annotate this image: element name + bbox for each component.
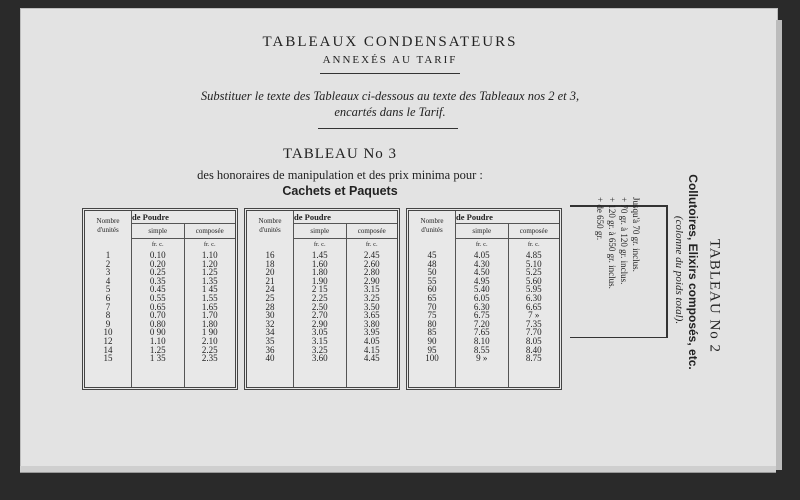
page-title: TABLEAUX CONDENSATEURS (262, 34, 518, 50)
table-cell: 0.25 (149, 267, 166, 278)
table-cell: 18 (265, 258, 275, 269)
table-cell: 3.05 (311, 327, 328, 338)
table-cell: 0.10 (149, 250, 166, 260)
table-cell: 1.25 (201, 267, 218, 278)
table-cell: 65 (427, 292, 437, 303)
simple-column (132, 251, 185, 387)
table-cell: 15 (103, 353, 113, 364)
table-cell: 5.10 (525, 258, 542, 269)
condition-1: Jusqu'à 70 gr. inclus. (631, 197, 641, 272)
table-cell: 35 (265, 335, 275, 346)
col-nombre-header: Nombre d'unités (247, 211, 294, 239)
page-subtitle: ANNEXÉS AU TARIF (322, 54, 458, 66)
table-cell: 5.95 (525, 284, 542, 295)
table-cell: 1.65 (201, 301, 218, 312)
table-cell: 21 (265, 275, 275, 286)
tableau2-note: (colonne du poids total). (673, 215, 685, 325)
table-cell: 10 (103, 327, 113, 338)
table-cell: 1 (105, 250, 111, 260)
table-cell: 8 (105, 310, 111, 321)
table-cell: 12 (103, 335, 113, 346)
table-cell: 4.15 (363, 344, 380, 355)
table-cell: 2.70 (311, 310, 328, 321)
table-cell: 3.25 (311, 344, 328, 355)
condition-2: + 70 gr. à 120 gr. inclus. (619, 197, 629, 285)
table-cell: 25 (265, 292, 275, 303)
col-composee-header: composée (346, 224, 397, 239)
table-cell: 3.15 (311, 335, 328, 346)
table-cell: 3.60 (311, 353, 328, 364)
table-cell: 7 » (528, 310, 540, 321)
table-cell: 1.60 (311, 258, 328, 269)
table-cell: 1 35 (149, 353, 166, 364)
table-cell: 16 (265, 250, 275, 260)
table-cell: 6.05 (473, 292, 490, 303)
unit-label: fr. c. (456, 239, 509, 252)
table-cell: 5 (105, 284, 111, 295)
table-cell: 1.55 (201, 292, 218, 303)
table-cell: 4.85 (525, 250, 542, 260)
composee-column (184, 251, 235, 387)
table-cell: 2.10 (201, 335, 218, 346)
table-cell: 8.75 (525, 353, 542, 364)
unit-label: fr. c. (203, 241, 216, 248)
table-cell: 1 90 (201, 327, 218, 338)
table-cell: 34 (265, 327, 275, 338)
tableau3-subtitle: Cachets et Paquets (282, 184, 398, 198)
table-cell: 4.45 (363, 353, 380, 364)
table-cell: 3.15 (363, 284, 380, 295)
divider-rule (320, 73, 460, 74)
table-cell: 1 45 (201, 284, 218, 295)
table-cell: 5.40 (473, 284, 490, 295)
table-cell: 45 (427, 250, 437, 260)
table-cell: 3.95 (363, 327, 380, 338)
table-cell: 80 (427, 318, 437, 329)
divider-rule (318, 128, 458, 129)
table-cell: 20 (265, 267, 275, 278)
col-composee-header: composée (184, 224, 235, 239)
table-cell: 8.05 (525, 335, 542, 346)
col-poudre-header: de Poudre (132, 211, 236, 224)
table-cell: 90 (427, 335, 437, 346)
page-side-edge (776, 20, 782, 470)
table-cell: 2 15 (311, 284, 328, 295)
table-cell: 6.75 (473, 310, 490, 321)
table-cell: 32 (265, 318, 275, 329)
tableau2-conditions (594, 197, 642, 347)
table-cell: 75 (427, 310, 437, 321)
instruction-line-2: encartés dans le Tarif. (334, 105, 446, 119)
unit-label: fr. c. (132, 239, 185, 252)
col-poudre-header: de Poudre (294, 211, 398, 224)
table-cell: 9 (105, 318, 111, 329)
col-nombre-header: Nombre d'unités (409, 211, 456, 239)
condition-3: + 120 gr. à 650 gr. inclus. (607, 197, 617, 289)
table-cell: 48 (427, 258, 437, 269)
table-cell: 4.05 (473, 250, 490, 260)
table-cell: 4.30 (473, 258, 490, 269)
table-cell: 2.80 (363, 267, 380, 278)
table-cell: 4.05 (363, 335, 380, 346)
instruction-text (160, 88, 620, 120)
table-cell: 2 (105, 258, 111, 269)
table-cell: 50 (427, 267, 437, 278)
col-simple-header: simple (456, 224, 509, 239)
tableau2-subtitle: Collutoires, Elixirs composés, etc. (686, 174, 700, 370)
nombre-column (409, 251, 456, 387)
table-cell: 30 (265, 310, 275, 321)
unit-label: fr. c. (527, 241, 540, 248)
nombre-column (85, 251, 132, 387)
table-cell: 3.80 (363, 318, 380, 329)
table-cell: 95 (427, 344, 437, 355)
table-cell: 3.65 (363, 310, 380, 321)
tableau3-description: des honoraires de manipulation et des prix minima pour : (197, 168, 483, 182)
table-cell: 1.20 (201, 258, 218, 269)
table-cell: 2.45 (363, 250, 380, 260)
table-cell: 3.25 (363, 292, 380, 303)
nombre-column (247, 251, 294, 387)
table-cell: 0.80 (149, 318, 166, 329)
price-table-1 (82, 208, 238, 390)
table-cell: 0.20 (149, 258, 166, 269)
table-cell: 2.90 (363, 275, 380, 286)
table-cell: 2.25 (311, 292, 328, 303)
table-cell: 6.65 (525, 301, 542, 312)
table-cell: 1.80 (311, 267, 328, 278)
table-cell: 4 (105, 275, 111, 286)
table-cell: 1.10 (201, 250, 218, 260)
table-cell: 0.45 (149, 284, 166, 295)
table-cell: 0.55 (149, 292, 166, 303)
table-cell: 1.35 (201, 275, 218, 286)
table-cell: 4.95 (473, 275, 490, 286)
table-cell: 7.70 (525, 327, 542, 338)
composee-column (508, 251, 559, 387)
table-cell: 0.35 (149, 275, 166, 286)
col-poudre-header: de Poudre (456, 211, 560, 224)
tableau3-title: TABLEAU No 3 (282, 146, 398, 162)
price-table-3 (406, 208, 562, 390)
table-cell: 1.70 (201, 310, 218, 321)
simple-column (456, 251, 509, 387)
price-table-2 (244, 208, 400, 390)
condition-4: + de 650 gr. (595, 197, 605, 241)
instruction-line-1: Substituer le texte des Tableaux ci-dessous au texte des Tableaux nos 2 et 3, (200, 89, 580, 103)
table-cell: 4.50 (473, 267, 490, 278)
table-cell: 7.20 (473, 318, 490, 329)
table-cell: 8.55 (473, 344, 490, 355)
unit-label: fr. c. (294, 239, 347, 252)
table-cell: 2.35 (201, 353, 218, 364)
table-cell: 7 (105, 301, 111, 312)
table-cell: 0.70 (149, 310, 166, 321)
table-cell: 1.45 (311, 250, 328, 260)
table-cell: 9 » (476, 353, 488, 364)
simple-column (294, 251, 347, 387)
table-cell: 1.25 (149, 344, 166, 355)
table-cell: 0 90 (149, 327, 166, 338)
table-cell: 7.65 (473, 327, 490, 338)
unit-label: fr. c. (365, 241, 378, 248)
table-cell: 1.80 (201, 318, 218, 329)
table-cell: 5.25 (525, 267, 542, 278)
composee-column (346, 251, 397, 387)
col-simple-header: simple (132, 224, 185, 239)
col-simple-header: simple (294, 224, 347, 239)
table-cell: 8.10 (473, 335, 490, 346)
tableau2-title: TABLEAU No 2 (706, 238, 723, 354)
table-cell: 2.90 (311, 318, 328, 329)
table-cell: 8.40 (525, 344, 542, 355)
table-cell: 7.35 (525, 318, 542, 329)
table-cell: 3 (105, 267, 111, 278)
table-cell: 36 (265, 344, 275, 355)
table-cell: 14 (103, 344, 113, 355)
table-cell: 2.50 (311, 301, 328, 312)
table-cell: 2.60 (363, 258, 380, 269)
table-cell: 70 (427, 301, 437, 312)
table-cell: 85 (427, 327, 437, 338)
table-cell: 24 (265, 284, 275, 295)
table-cell: 6.30 (473, 301, 490, 312)
col-composee-header: composée (508, 224, 559, 239)
table-cell: 100 (425, 353, 439, 364)
table-cell: 0.65 (149, 301, 166, 312)
table-cell: 1.10 (149, 335, 166, 346)
table-cell: 3.50 (363, 301, 380, 312)
col-nombre-header: Nombre d'unités (85, 211, 132, 239)
table-cell: 2.25 (201, 344, 218, 355)
table-cell: 55 (427, 275, 437, 286)
table-cell: 1.90 (311, 275, 328, 286)
table-cell: 28 (265, 301, 275, 312)
table-cell: 40 (265, 353, 275, 364)
page-edge (20, 466, 776, 473)
table-cell: 5.60 (525, 275, 542, 286)
table-cell: 6.30 (525, 292, 542, 303)
table-cell: 60 (427, 284, 437, 295)
table-cell: 6 (105, 292, 111, 303)
